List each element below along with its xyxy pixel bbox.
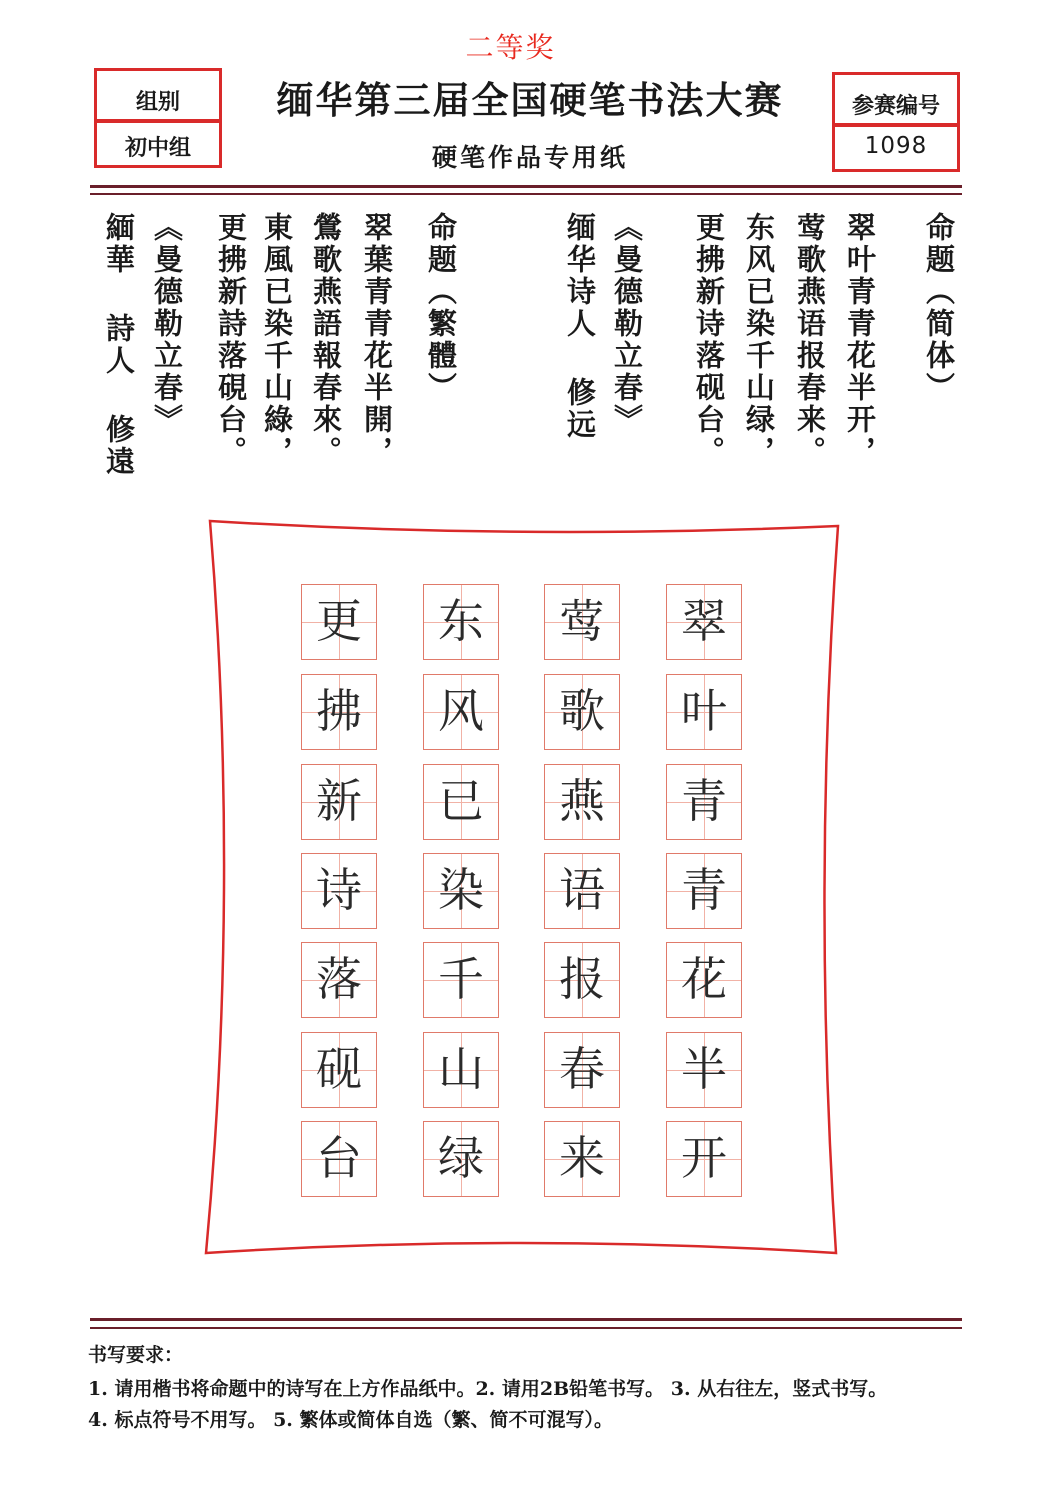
requirements-line-2: 4. 标点符号不用写。 5. 繁体或简体自选（繁、简不可混写）。 <box>88 1409 614 1431</box>
footer-rule-top <box>90 1318 962 1321</box>
entry-number-label: 参赛编号 <box>851 93 940 119</box>
grid-cell: 莺 <box>544 584 620 660</box>
traditional-heading: 命题︵繁體︶ <box>424 212 458 404</box>
grid-cell: 落 <box>301 942 377 1018</box>
traditional-author: 緬華 詩人 修遠 <box>102 212 136 478</box>
grid-cell: 已 <box>423 764 499 840</box>
grid-cell: 东 <box>423 584 499 660</box>
grid-cell: 山 <box>423 1032 499 1108</box>
group-label: 组别 <box>135 89 180 115</box>
group-box <box>94 68 222 168</box>
grid-cell: 燕 <box>544 764 620 840</box>
group-box-divider <box>94 119 222 123</box>
grid-cell: 花 <box>666 942 742 1018</box>
grid-cell: 叶 <box>666 674 742 750</box>
award-label: 二等奖 <box>465 31 556 64</box>
grid-cell: 报 <box>544 942 620 1018</box>
header-rule-bottom <box>90 193 962 195</box>
simplified-poem-title: ︽曼德勒立春︾ <box>610 212 644 436</box>
traditional-line-3: 東風已染千山綠， <box>260 212 294 468</box>
entry-box-divider <box>832 123 960 127</box>
footer-rule-bottom <box>90 1327 962 1329</box>
contest-title: 缅华第三届全国硬笔书法大赛 <box>276 78 784 122</box>
entry-number-box <box>832 72 960 172</box>
header-rule-top <box>90 185 962 188</box>
grid-cell: 绿 <box>423 1121 499 1197</box>
traditional-line-4: 更拂新詩落硯台。 <box>214 212 248 468</box>
grid-cell: 诗 <box>301 853 377 929</box>
simplified-heading: 命题︵简体︶ <box>922 212 956 404</box>
grid-cell: 台 <box>301 1121 377 1197</box>
grid-cell: 歌 <box>544 674 620 750</box>
entry-number-value: 1098 <box>864 133 928 159</box>
grid-cell: 青 <box>666 764 742 840</box>
writing-area-frame <box>200 518 845 1260</box>
grid-cell: 翠 <box>666 584 742 660</box>
grid-cell: 新 <box>301 764 377 840</box>
paper-subtitle: 硬笔作品专用纸 <box>431 143 628 172</box>
requirements-title: 书写要求： <box>88 1344 184 1366</box>
grid-cell: 半 <box>666 1032 742 1108</box>
simplified-line-1: 翠叶青青花半开， <box>843 212 877 468</box>
grid-cell: 来 <box>544 1121 620 1197</box>
group-value: 初中组 <box>124 135 191 161</box>
requirements-line-1: 1. 请用楷书将命题中的诗写在上方作品纸中。2. 请用2B铅笔书写。 3. 从右往左，竖式书写。 <box>88 1378 888 1400</box>
grid-cell: 春 <box>544 1032 620 1108</box>
grid-cell: 青 <box>666 853 742 929</box>
simplified-line-4: 更拂新诗落砚台。 <box>692 212 726 468</box>
simplified-author: 缅华诗人 修远 <box>563 212 597 441</box>
grid-cell: 语 <box>544 853 620 929</box>
grid-cell: 风 <box>423 674 499 750</box>
traditional-line-2: 鶯歌燕語報春來。 <box>309 212 343 468</box>
grid-cell: 砚 <box>301 1032 377 1108</box>
grid-cell: 拂 <box>301 674 377 750</box>
grid-cell: 染 <box>423 853 499 929</box>
grid-cell: 更 <box>301 584 377 660</box>
traditional-line-1: 翠葉青青花半開， <box>360 212 394 468</box>
grid-cell: 开 <box>666 1121 742 1197</box>
simplified-line-2: 莺歌燕语报春来。 <box>793 212 827 468</box>
simplified-line-3: 东风已染千山绿， <box>742 212 776 468</box>
traditional-poem-title: ︽曼德勒立春︾ <box>150 212 184 436</box>
grid-cell: 千 <box>423 942 499 1018</box>
